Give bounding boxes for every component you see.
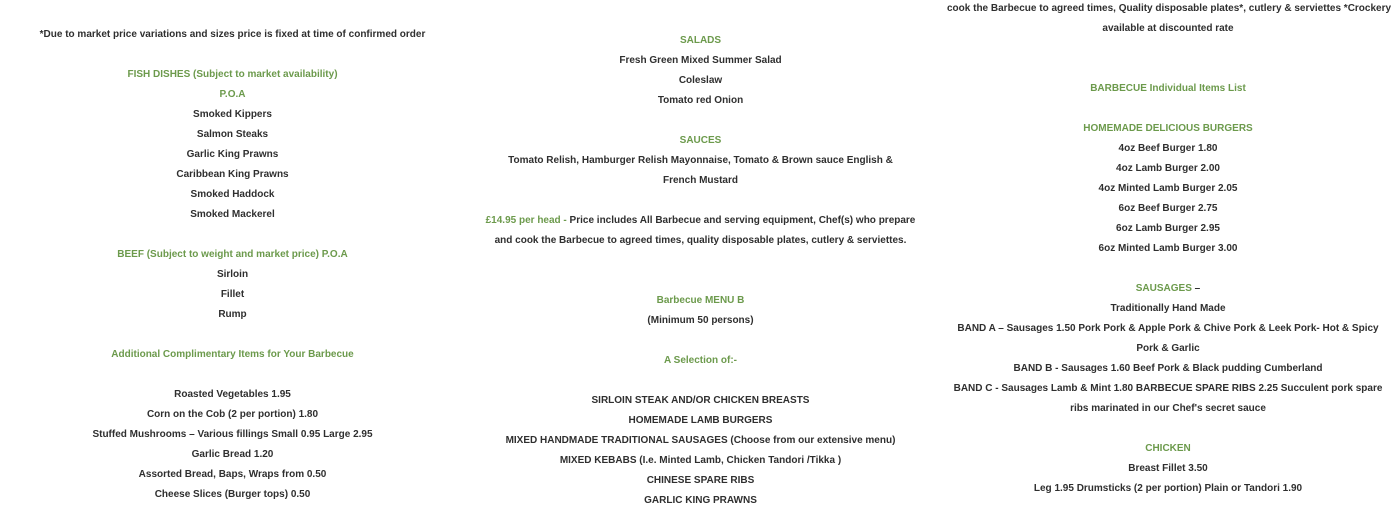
price-description: Price includes All Barbecue and serving equipment, Chef(s) who prepare and cook the Barbecue to agreed times, quality disposable plates, cutlery & serviettes. bbox=[494, 215, 916, 246]
menu-item: HOMEMADE LAMB BURGERS bbox=[628, 415, 773, 426]
right-column bbox=[947, 0, 1392, 499]
menu-item: 6oz Beef Burger 2.75 bbox=[1118, 203, 1218, 214]
menu-item: Leg 1.95 Drumsticks (2 per portion) Plain or Tandori 1.90 bbox=[1033, 483, 1303, 494]
menu-item: MIXED HANDMADE TRADITIONAL SAUSAGES (Choose from our extensive menu) bbox=[505, 435, 896, 446]
price-paragraph bbox=[478, 211, 923, 251]
menu-item: SIRLOIN STEAK AND/OR CHICKEN BREASTS bbox=[591, 395, 810, 406]
menu-item: Garlic King Prawns bbox=[186, 149, 279, 160]
menu-item: Assorted Bread, Baps, Wraps from 0.50 bbox=[138, 469, 327, 480]
individual-items-heading: BARBECUE Individual Items List bbox=[1090, 83, 1246, 94]
sausages-subtitle: Traditionally Hand Made bbox=[1110, 303, 1226, 314]
menu-item: 4oz Lamb Burger 2.00 bbox=[1116, 163, 1220, 174]
menu-item: Cheese Slices (Burger tops) 0.50 bbox=[154, 489, 311, 500]
sausages-heading bbox=[947, 279, 1389, 299]
menu-b-minimum: (Minimum 50 persons) bbox=[647, 315, 754, 326]
menu-item: Fillet bbox=[220, 289, 245, 300]
menu-item: 6oz Minted Lamb Burger 3.00 bbox=[1098, 243, 1238, 254]
menu-item: 4oz Beef Burger 1.80 bbox=[1118, 143, 1218, 154]
menu-item: Corn on the Cob (2 per portion) 1.80 bbox=[146, 409, 319, 420]
sausage-band: BAND A – Sausages 1.50 Pork Pork & Apple Pork & Chive Pork & Leek Pork- Hot & Spicy Pork & Garlic bbox=[957, 323, 1379, 354]
menu-item: Breast Fillet 3.50 bbox=[1128, 463, 1208, 474]
extras-heading: Additional Complimentary Items for Your Barbecue bbox=[111, 349, 354, 360]
menu-item: Caribbean King Prawns bbox=[176, 169, 289, 180]
price-note: *Due to market price variations and sizes price is fixed at time of confirmed order bbox=[39, 29, 426, 40]
sausages-dash: – bbox=[1194, 283, 1201, 294]
menu-item: Roasted Vegetables 1.95 bbox=[174, 389, 291, 400]
menu-item: Smoked Haddock bbox=[190, 189, 275, 200]
chicken-heading: CHICKEN bbox=[1145, 443, 1191, 454]
burgers-heading: HOMEMADE DELICIOUS BURGERS bbox=[1083, 123, 1253, 134]
menu-item: Rump bbox=[218, 309, 247, 320]
sausages-title: SAUSAGES bbox=[1135, 283, 1192, 294]
menu-item: GARLIC KING PRAWNS bbox=[644, 495, 757, 506]
menu-item: Smoked Mackerel bbox=[190, 209, 275, 220]
sauces-heading: SAUCES bbox=[679, 135, 722, 146]
fish-heading: FISH DISHES (Subject to market availability) bbox=[127, 69, 338, 80]
menu-item: CHINESE SPARE RIBS bbox=[646, 475, 755, 486]
fish-poa: P.O.A bbox=[219, 89, 246, 100]
sauces-text: Tomato Relish, Hamburger Relish Mayonnaise, Tomato & Brown sauce English & French Mustard bbox=[508, 155, 893, 186]
selection-heading: A Selection of:- bbox=[664, 355, 737, 366]
beef-heading: BEEF (Subject to weight and market price) P.O.A bbox=[117, 249, 348, 260]
left-column bbox=[10, 25, 455, 505]
menu-item: 6oz Lamb Burger 2.95 bbox=[1116, 223, 1220, 234]
menu-item: Stuffed Mushrooms – Various fillings Small 0.95 Large 2.95 bbox=[92, 429, 373, 440]
menu-item: Fresh Green Mixed Summer Salad bbox=[619, 55, 782, 66]
menu-item: Garlic Bread 1.20 bbox=[191, 449, 274, 460]
menu-item: 4oz Minted Lamb Burger 2.05 bbox=[1098, 183, 1238, 194]
menu-item: Tomato red Onion bbox=[657, 95, 744, 106]
sausage-band: BAND B - Sausages 1.60 Beef Pork & Black pudding Cumberland bbox=[1013, 363, 1323, 374]
intro-line: cook the Barbecue to agreed times, Quality disposable plates*, cutlery & serviettes *Crockery bbox=[947, 3, 1392, 14]
sausage-band: BAND C - Sausages Lamb & Mint 1.80 BARBECUE SPARE RIBS 2.25 Succulent pork spare ribs marinated in our Chef's secret sauce bbox=[953, 383, 1383, 414]
menu-item: Coleslaw bbox=[678, 75, 723, 86]
menu-item: Salmon Steaks bbox=[196, 129, 269, 140]
middle-column bbox=[478, 31, 923, 511]
menu-item: Sirloin bbox=[216, 269, 249, 280]
menu-item: MIXED KEBABS (I.e. Minted Lamb, Chicken Tandori /Tikka ) bbox=[559, 455, 842, 466]
menu-item: Smoked Kippers bbox=[193, 109, 272, 120]
salads-heading: SALADS bbox=[679, 35, 722, 46]
price-per-head: £14.95 per head - bbox=[485, 215, 567, 226]
menu-b-heading: Barbecue MENU B bbox=[656, 295, 745, 306]
intro-line: available at discounted rate bbox=[1102, 23, 1234, 34]
